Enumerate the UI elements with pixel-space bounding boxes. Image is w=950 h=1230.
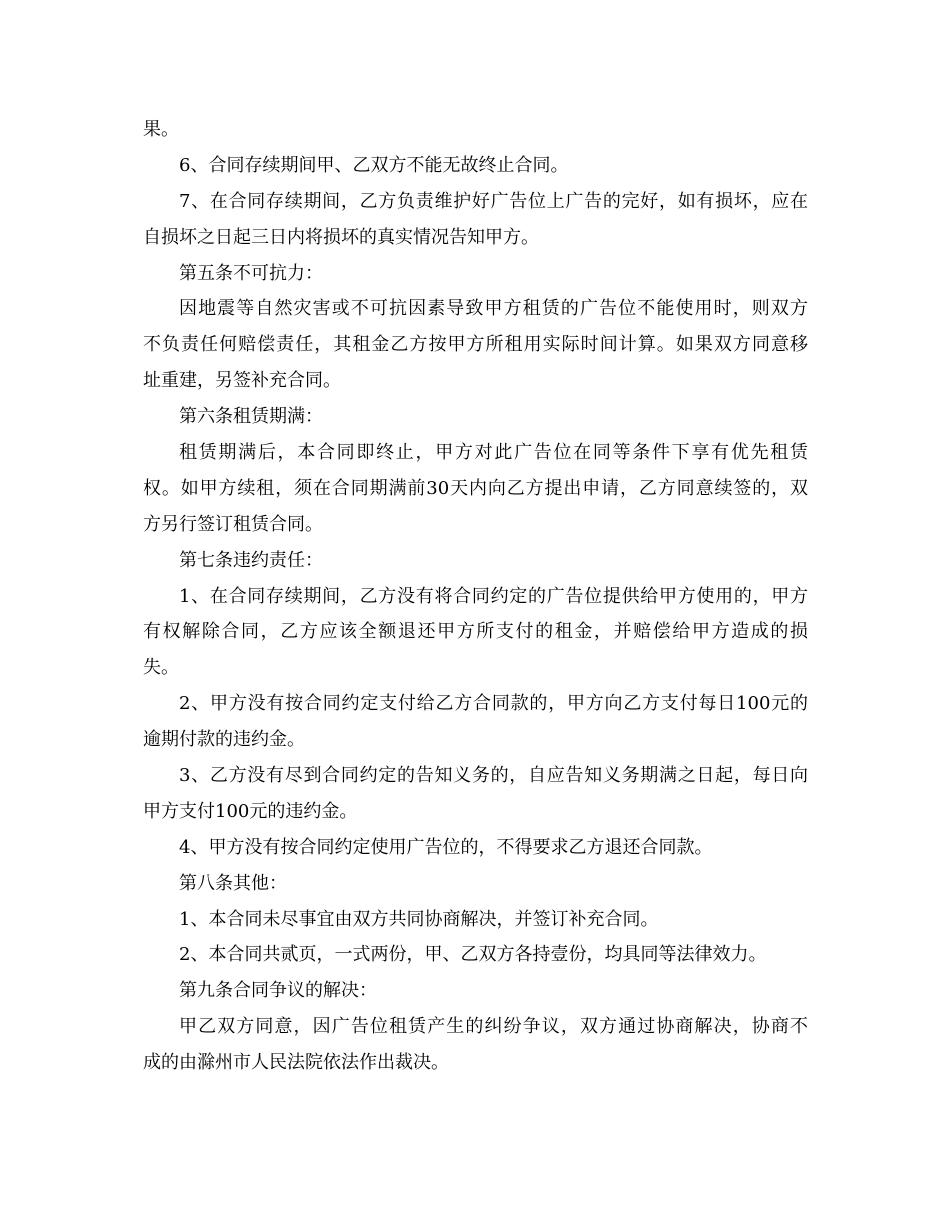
document-line: 1、在合同存续期间，乙方没有将合同约定的广告位提供给甲方使用的，甲方 (179, 585, 808, 607)
document-line: 权。如甲方续租，须在合同期满前30天内向乙方提出申请，乙方同意续签的，双 (143, 477, 808, 499)
document-line: 自损坏之日起三日内将损坏的真实情况告知甲方。 (143, 226, 539, 248)
document-line: 6、合同存续期间甲、乙双方不能无故终止合同。 (179, 154, 569, 176)
document-line: 1、本合同未尽事宜由双方共同协商解决，并签订补充合同。 (179, 908, 659, 930)
document-line: 第九条合同争议的解决： (179, 980, 377, 1002)
document-line: 2、甲方没有按合同约定支付给乙方合同款的，甲方向乙方支付每日100元的 (179, 693, 808, 715)
document-line: 7、在合同存续期间，乙方负责维护好广告位上广告的完好，如有损坏，应在 (179, 190, 808, 212)
document-line: 第六条租赁期满： (179, 406, 323, 428)
document-line: 第八条其他： (179, 872, 287, 894)
document-line: 因地震等自然灾害或不可抗因素导致甲方租赁的广告位不能使用时，则双方 (179, 298, 808, 320)
document-page (143, 112, 808, 1081)
document-line: 3、乙方没有尽到合同约定的告知义务的，自应告知义务期满之日起，每日向 (179, 765, 808, 787)
document-line: 有权解除合同，乙方应该全额退还甲方所支付的租金，并赔偿给甲方造成的损 (143, 621, 808, 643)
document-line: 租赁期满后，本合同即终止，甲方对此广告位在同等条件下享有优先租赁 (179, 442, 808, 464)
document-line: 逾期付款的违约金。 (143, 729, 305, 751)
document-line: 4、甲方没有按合同约定使用广告位的，不得要求乙方退还合同款。 (179, 836, 713, 858)
document-line: 果。 (143, 119, 179, 140)
document-line: 址重建，另签补充合同。 (143, 370, 341, 392)
document-line: 不负责任何赔偿责任，其租金乙方按甲方所租用实际时间计算。如果双方同意移 (143, 334, 808, 356)
document-line: 成的由滁州市人民法院依法作出裁决。 (143, 1052, 449, 1074)
document-line: 甲乙双方同意，因广告位租赁产生的纠纷争议，双方通过协商解决，协商不 (179, 1016, 808, 1038)
document-line: 失。 (143, 657, 179, 679)
document-line: 2、本合同共贰页，一式两份，甲、乙双方各持壹份，均具同等法律效力。 (179, 944, 767, 966)
document-line: 第五条不可抗力： (179, 262, 323, 284)
document-line: 甲方支付100元的违约金。 (143, 800, 358, 822)
document-line: 方另行签订租赁合同。 (143, 513, 323, 535)
document-line: 第七条违约责任： (179, 549, 323, 571)
